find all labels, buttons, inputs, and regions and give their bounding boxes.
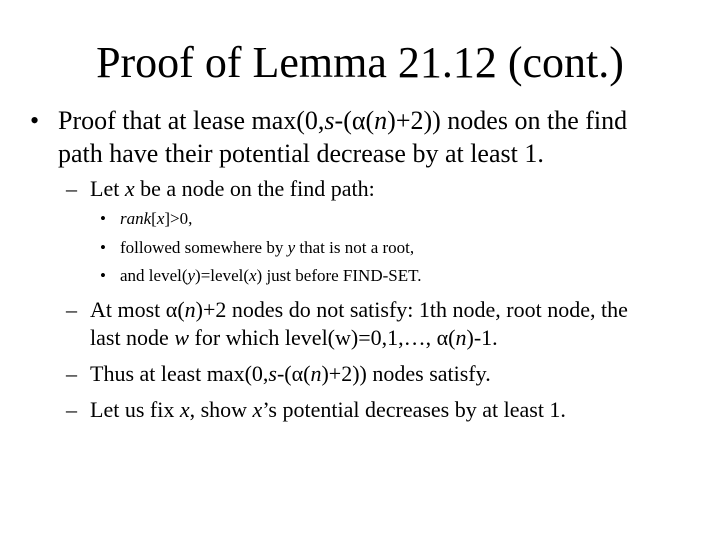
sub-bullet-text: Thus at least max(0,s-(α(n)+2)) nodes satisfy. [90, 361, 491, 386]
dash-marker: – [66, 297, 77, 322]
condition-text: followed somewhere by y that is not a root, [120, 238, 415, 257]
sub-bullet-text: At most α(n)+2 nodes do not satisfy: 1th node, root node, the last node w for which level(w)=0,1,…, α(n)-1. [90, 297, 628, 350]
slide-title: Proof of Lemma 21.12 (cont.) [96, 38, 624, 87]
sub-bullet-text: Let us fix x, show x’s potential decreases by at least 1. [90, 397, 566, 422]
bullet-marker: • [100, 266, 106, 285]
main-bullet-line-1: Proof that at lease max(0,s-(α(n)+2)) nodes on the find [58, 106, 628, 135]
condition-text: rank[x]>0, [120, 209, 193, 228]
bullet-marker: • [30, 106, 40, 135]
main-bullet-text [58, 104, 708, 170]
dash-marker: – [66, 397, 77, 422]
bullet-marker: • [100, 238, 106, 257]
dash-marker: – [66, 361, 77, 386]
bullet-marker: • [100, 209, 106, 228]
condition-text: and level(y)=level(x) just before FIND-SET. [120, 266, 422, 285]
dash-marker: – [66, 176, 77, 201]
sub-bullet-text: Let x be a node on the find path: [90, 176, 375, 201]
main-bullet-line-2: path have their potential decrease by at least 1. [58, 139, 544, 168]
